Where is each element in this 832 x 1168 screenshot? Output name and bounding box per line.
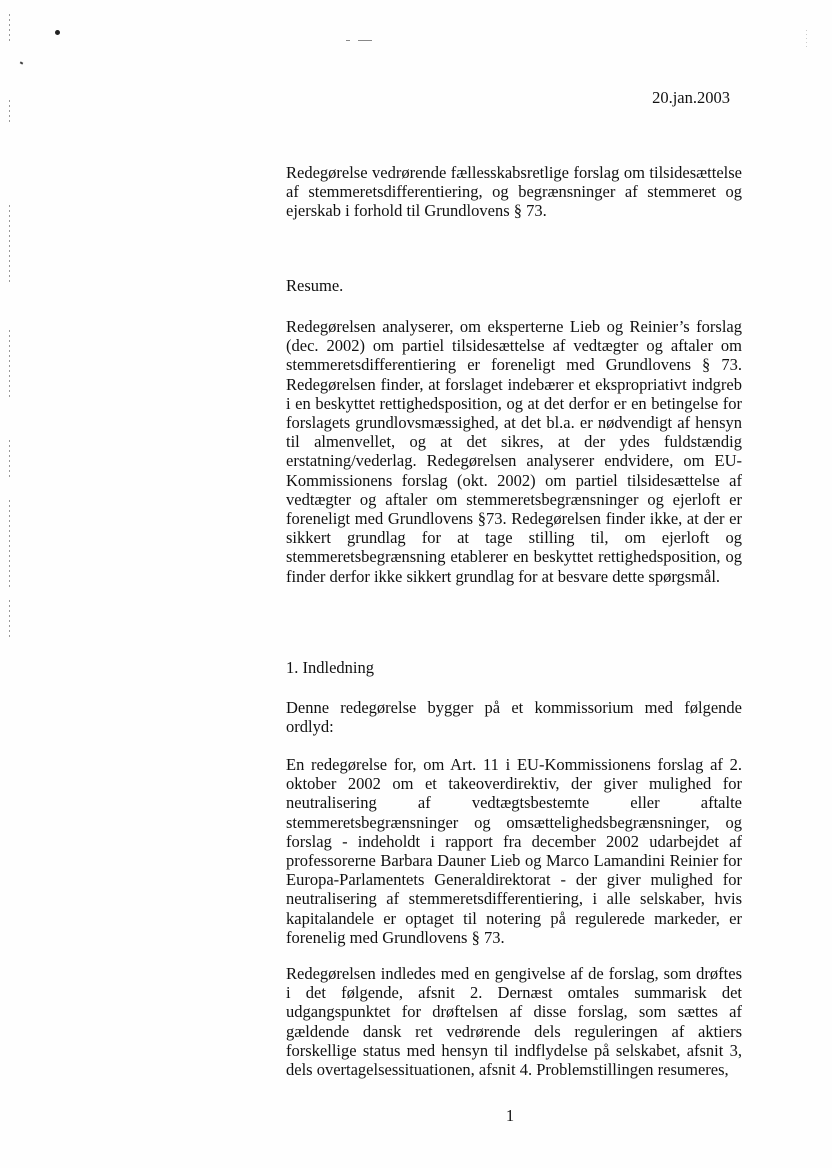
scan-edge-artifact — [9, 100, 10, 122]
scan-edge-artifact — [806, 30, 807, 50]
resume-paragraph: Redegørelsen analyserer, om eksperterne Lieb og Reinier’s forslag (dec. 2002) om partiel tilsidesættelse af vedtægter og aftaler om stemmeretsdifferentiering er foreneligt med Grundlovens § 73. Redegørelsen finder, at forslaget indebærer et ekspropriativt indgreb i en beskyttet rettighedsposition, og at det derfor er en betingelse for forslagets grundlovsmæssighed, at det bl.a. er nødvendigt af hensyn til almenvellet, og at det sikres, at der ydes fuldstændig erstatning/vederlag. Redegørelsen analyserer endvidere, om EU-Kommissionens forslag (okt. 2002) om partiel tilsidesættelse af vedtægter og aftaler om stemmeretsbegrænsninger og ejerloft er foreneligt med Grundlovens §73. Redegørelsen finder ikke, at der er sikkert grundlag for at tage stilling til, om ejerloft og stemmeretsbegrænsning etablerer en beskyttet rettighedsposition, og finder derfor ikke sikkert grundlag for at besvare dette spørgsmål. — [286, 317, 742, 586]
body-paragraph: Denne redegørelse bygger på et kommissorium med følgende ordlyd: — [286, 698, 742, 737]
scan-dash-mark — [346, 40, 350, 41]
scan-dash-mark — [358, 40, 372, 41]
scan-edge-artifact — [9, 500, 10, 590]
document-title: Redegørelse vedrørende fællesskabsretlige forslag om tilsidesættelse af stemmeretsdifferentiering, og begrænsninger af stemmeret og ejerskab i forhold til Grundlovens § 73. — [286, 163, 742, 221]
scan-edge-artifact — [9, 205, 10, 285]
page-number: 1 — [505, 1106, 515, 1125]
body-paragraph: Redegørelsen indledes med en gengivelse af de forslag, som drøftes i det følgende, afsnit 2. Dernæst omtales summarisk det udgangspunktet for drøftelsen af disse forslag, som sættes af gældende dansk ret vedrørende dels reguleringen af aktiers forskellige status med hensyn til indflydelse på selskabet, afsnit 3, dels overtagelsessituationen, afsnit 4. Problemstillingen resumeres, — [286, 964, 742, 1080]
scan-edge-artifact — [9, 14, 10, 42]
scan-edge-artifact — [9, 330, 10, 400]
scan-dot-mark — [55, 30, 60, 35]
scan-tick-mark — [20, 61, 24, 64]
document-date: 20.jan.2003 — [652, 88, 730, 107]
resume-heading: Resume. — [286, 276, 344, 295]
body-paragraph: En redegørelse for, om Art. 11 i EU-Kommissionens forslag af 2. oktober 2002 om et takeoverdirektiv, der giver mulighed for neutralisering af vedtægtsbestemte eller aftalte stemmeretsbegrænsninger og omsættelighedsbegrænsninger, og forslag - indeholdt i rapport fra december 2002 udarbejdet af professorerne Barbara Dauner Lieb og Marco Lamandini Reinier for Europa-Parlamentets Generaldirektorat - der giver mulighed for neutralisering af stemmeretsdifferentiering, i alle selskaber, hvis kapitalandele er optaget til notering på regulerede markeder, er forenelig med Grundlovens § 73. — [286, 755, 742, 947]
scan-edge-artifact — [9, 440, 10, 480]
scan-edge-artifact — [9, 600, 10, 640]
section-heading: 1. Indledning — [286, 658, 374, 677]
